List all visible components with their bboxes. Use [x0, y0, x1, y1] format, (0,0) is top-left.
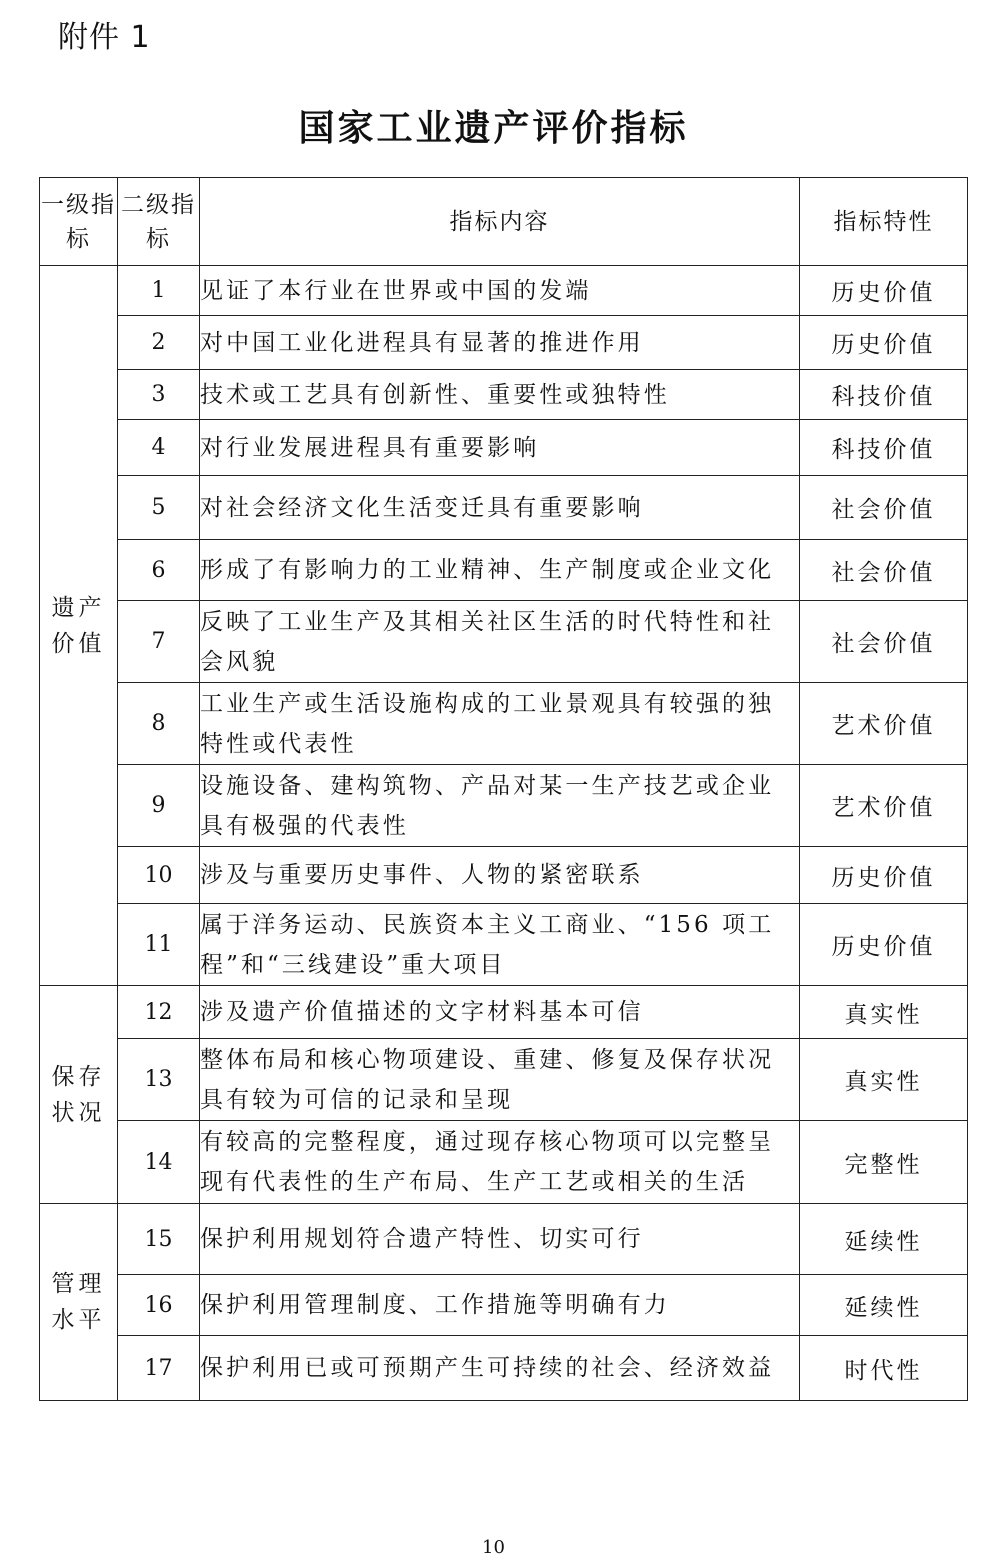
- table-row: [40, 420, 968, 476]
- row-content: 涉及与重要历史事件、人物的紧密联系: [200, 847, 800, 904]
- page-number: 10: [482, 1537, 505, 1558]
- row-number: 1: [118, 266, 200, 316]
- row-content: 保护利用规划符合遗产特性、切实可行: [200, 1204, 800, 1275]
- row-number: 4: [118, 420, 200, 476]
- row-number: 16: [118, 1275, 200, 1336]
- row-content: 整体布局和核心物项建设、重建、修复及保存状况具有较为可信的记录和呈现: [200, 1039, 800, 1121]
- table-row: [40, 904, 968, 986]
- row-number: 8: [118, 683, 200, 765]
- row-number: 3: [118, 370, 200, 420]
- group-management-level: 管理水平: [40, 1204, 118, 1401]
- row-content: 有较高的完整程度，通过现存核心物项可以完整呈现有代表性的生产布局、生产工艺或相关的生活: [200, 1121, 800, 1204]
- row-number: 5: [118, 476, 200, 540]
- row-trait: 历史价值: [800, 847, 968, 904]
- row-number: 14: [118, 1121, 200, 1204]
- attachment-label: 附件 1: [58, 20, 151, 55]
- row-trait: 时代性: [800, 1336, 968, 1401]
- row-content: 形成了有影响力的工业精神、生产制度或企业文化: [200, 540, 800, 601]
- row-content: 技术或工艺具有创新性、重要性或独特性: [200, 370, 800, 420]
- row-content: 对中国工业化进程具有显著的推进作用: [200, 316, 800, 370]
- row-content: 保护利用已或可预期产生可持续的社会、经济效益: [200, 1336, 800, 1401]
- header-trait: 指标特性: [800, 178, 968, 266]
- row-trait: 真实性: [800, 1039, 968, 1121]
- row-trait: 社会价值: [800, 540, 968, 601]
- row-content: 对行业发展进程具有重要影响: [200, 420, 800, 476]
- row-number: 12: [118, 986, 200, 1039]
- table-row: [40, 765, 968, 847]
- row-trait: 科技价值: [800, 420, 968, 476]
- table-row: [40, 540, 968, 601]
- document-title: 国家工业遗产评价指标: [298, 108, 689, 149]
- row-trait: 历史价值: [800, 266, 968, 316]
- header-level2: 二级指标: [118, 178, 200, 266]
- group-preservation-status: 保存状况: [40, 986, 118, 1204]
- row-trait: 社会价值: [800, 476, 968, 540]
- table-row: [40, 370, 968, 420]
- row-content: 设施设备、建构筑物、产品对某一生产技艺或企业具有极强的代表性: [200, 765, 800, 847]
- table-row: [40, 266, 968, 316]
- row-trait: 历史价值: [800, 904, 968, 986]
- row-trait: 延续性: [800, 1204, 968, 1275]
- row-content: 保护利用管理制度、工作措施等明确有力: [200, 1275, 800, 1336]
- row-number: 7: [118, 601, 200, 683]
- row-number: 6: [118, 540, 200, 601]
- row-trait: 艺术价值: [800, 765, 968, 847]
- row-trait: 艺术价值: [800, 683, 968, 765]
- table-row: [40, 1204, 968, 1275]
- table-row: [40, 316, 968, 370]
- row-number: 2: [118, 316, 200, 370]
- row-content: 见证了本行业在世界或中国的发端: [200, 266, 800, 316]
- row-content: 对社会经济文化生活变迁具有重要影响: [200, 476, 800, 540]
- table-header-row: [40, 178, 968, 266]
- table-row: [40, 601, 968, 683]
- table-row: [40, 1336, 968, 1401]
- indicator-table: [39, 177, 968, 1401]
- group-heritage-value: 遗产价值: [40, 266, 118, 986]
- row-number: 13: [118, 1039, 200, 1121]
- table-row: [40, 847, 968, 904]
- table-row: [40, 1121, 968, 1204]
- row-number: 17: [118, 1336, 200, 1401]
- row-content: 涉及遗产价值描述的文字材料基本可信: [200, 986, 800, 1039]
- table-row: [40, 476, 968, 540]
- row-trait: 延续性: [800, 1275, 968, 1336]
- row-trait: 科技价值: [800, 370, 968, 420]
- row-trait: 真实性: [800, 986, 968, 1039]
- row-content: 工业生产或生活设施构成的工业景观具有较强的独特性或代表性: [200, 683, 800, 765]
- row-number: 11: [118, 904, 200, 986]
- row-trait: 完整性: [800, 1121, 968, 1204]
- row-number: 10: [118, 847, 200, 904]
- row-number: 15: [118, 1204, 200, 1275]
- row-trait: 历史价值: [800, 316, 968, 370]
- header-content: 指标内容: [200, 178, 800, 266]
- table-row: [40, 1039, 968, 1121]
- table-row: [40, 683, 968, 765]
- row-content: 属于洋务运动、民族资本主义工商业、“156 项工程”和“三线建设”重大项目: [200, 904, 800, 986]
- table-row: [40, 986, 968, 1039]
- header-level1: 一级指标: [40, 178, 118, 266]
- table-row: [40, 1275, 968, 1336]
- row-content: 反映了工业生产及其相关社区生活的时代特性和社会风貌: [200, 601, 800, 683]
- row-trait: 社会价值: [800, 601, 968, 683]
- row-number: 9: [118, 765, 200, 847]
